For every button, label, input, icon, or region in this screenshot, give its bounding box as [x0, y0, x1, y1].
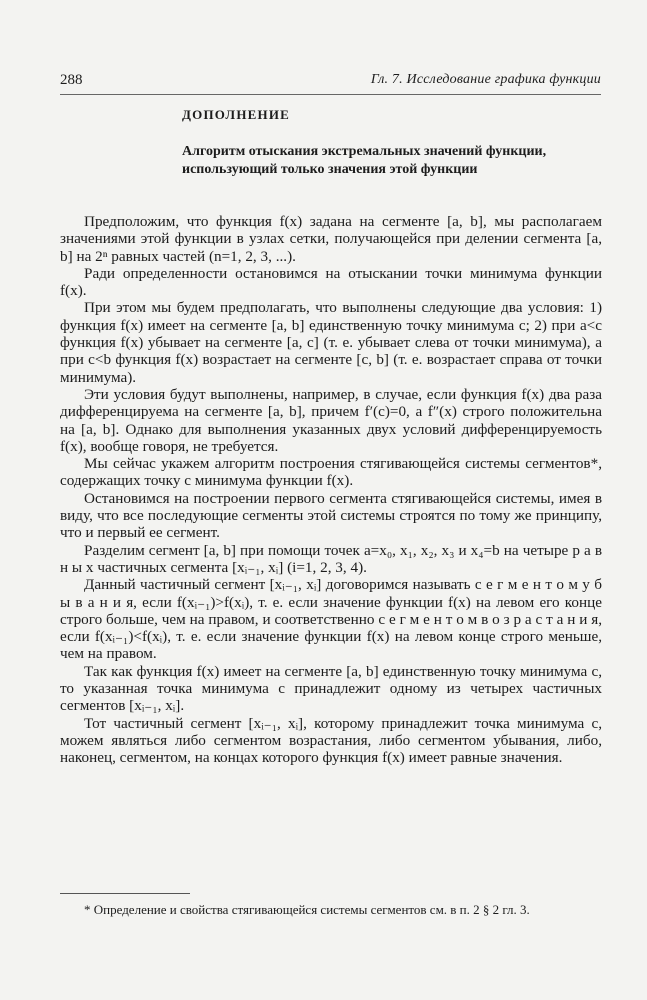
paragraph: Данный частичный сегмент [xᵢ₋₁, xᵢ] договоримся называть с е г м е н т о м у б ы в а н и я, если f(xᵢ₋₁)>f(xᵢ), т. е. если значение функции f(x) на левом его конце строго больше, чем на правом, и соответственно с е г м е н т о м в о з р а с т а н и я, если f(xᵢ₋₁)<f(xᵢ), т. е. если значение функции f(x) на левом конце строго меньше, чем на правом. — [60, 576, 602, 663]
footnote-text: * Определение и свойства стягивающейся системы сегментов см. в п. 2 § 2 гл. 3. — [84, 902, 530, 917]
paragraph: Так как функция f(x) имеет на сегменте [a, b] единственную точку минимума c, то указанная точка минимума c принадлежит одному из четырех частичных сегментов [xᵢ₋₁, xᵢ]. — [60, 662, 602, 715]
paragraph: Остановимся на построении первого сегмента стягивающейся системы, имея в виду, что все последующие сегменты этой системы строятся по тому же принципу, что и первый ее сегмент. — [60, 489, 602, 542]
footnote — [60, 902, 602, 918]
section-subtitle: Алгоритм отыскания экстремальных значений функции, использующий только значения этой функции — [182, 144, 547, 177]
paragraph: Эти условия будут выполнены, например, в случае, если функция f(x) два раза дифференцируема на сегменте [a, b], причем f′(c)=0, а f″(x) строго положительна на [a, b]. Однако для выполнения указанных двух условий дифференцируемость f(x), вообще говоря, не требуется. — [60, 385, 602, 455]
section-title: ДОПОЛНЕНИЕ — [182, 107, 290, 122]
footnote-rule — [60, 893, 190, 894]
paragraph: Мы сейчас укажем алгоритм построения стягивающейся системы сегментов*, содержащих точку c минимума функции f(x). — [60, 455, 602, 490]
page-number: 288 — [60, 72, 83, 88]
paragraph: Предположим, что функция f(x) задана на сегменте [a, b], мы располагаем значениями этой функции в узлах сетки, получающейся при делении сегмента [a, b] на 2ⁿ равных частей (n=1, 2, 3, ...). — [60, 213, 602, 265]
body-text — [60, 213, 602, 767]
page-header — [60, 72, 601, 95]
running-head: Гл. 7. Исследование графика функции — [370, 72, 601, 87]
paragraph: При этом мы будем предполагать, что выполнены следующие два условия: 1) функция f(x) имеет на сегменте [a, b] единственную точку минимума c; 2) при a<c функция f(x) убывает на сегменте [a, c] (т. е. убывает слева от точки минимума), а при c<b функция f(x) возрастает на сегменте [c, b] (т. е. возрастает справа от точки минимума). — [60, 299, 602, 386]
paragraph: Разделим сегмент [a, b] при помощи точек a=x₀, x₁, x₂, x₃ и x₄=b на четыре р а в н ы х частичных сегмента [xᵢ₋₁, xᵢ] (i=1, 2, 3, 4). — [60, 541, 602, 576]
paragraph: Тот частичный сегмент [xᵢ₋₁, xᵢ], которому принадлежит точка минимума c, можем являться либо сегментом возрастания, либо сегментом убывания, либо, наконец, сегментом, на концах которого функция f(x) имеет равные значения. — [60, 714, 602, 767]
paragraph: Ради определенности остановимся на отыскании точки минимума функции f(x). — [60, 264, 602, 300]
